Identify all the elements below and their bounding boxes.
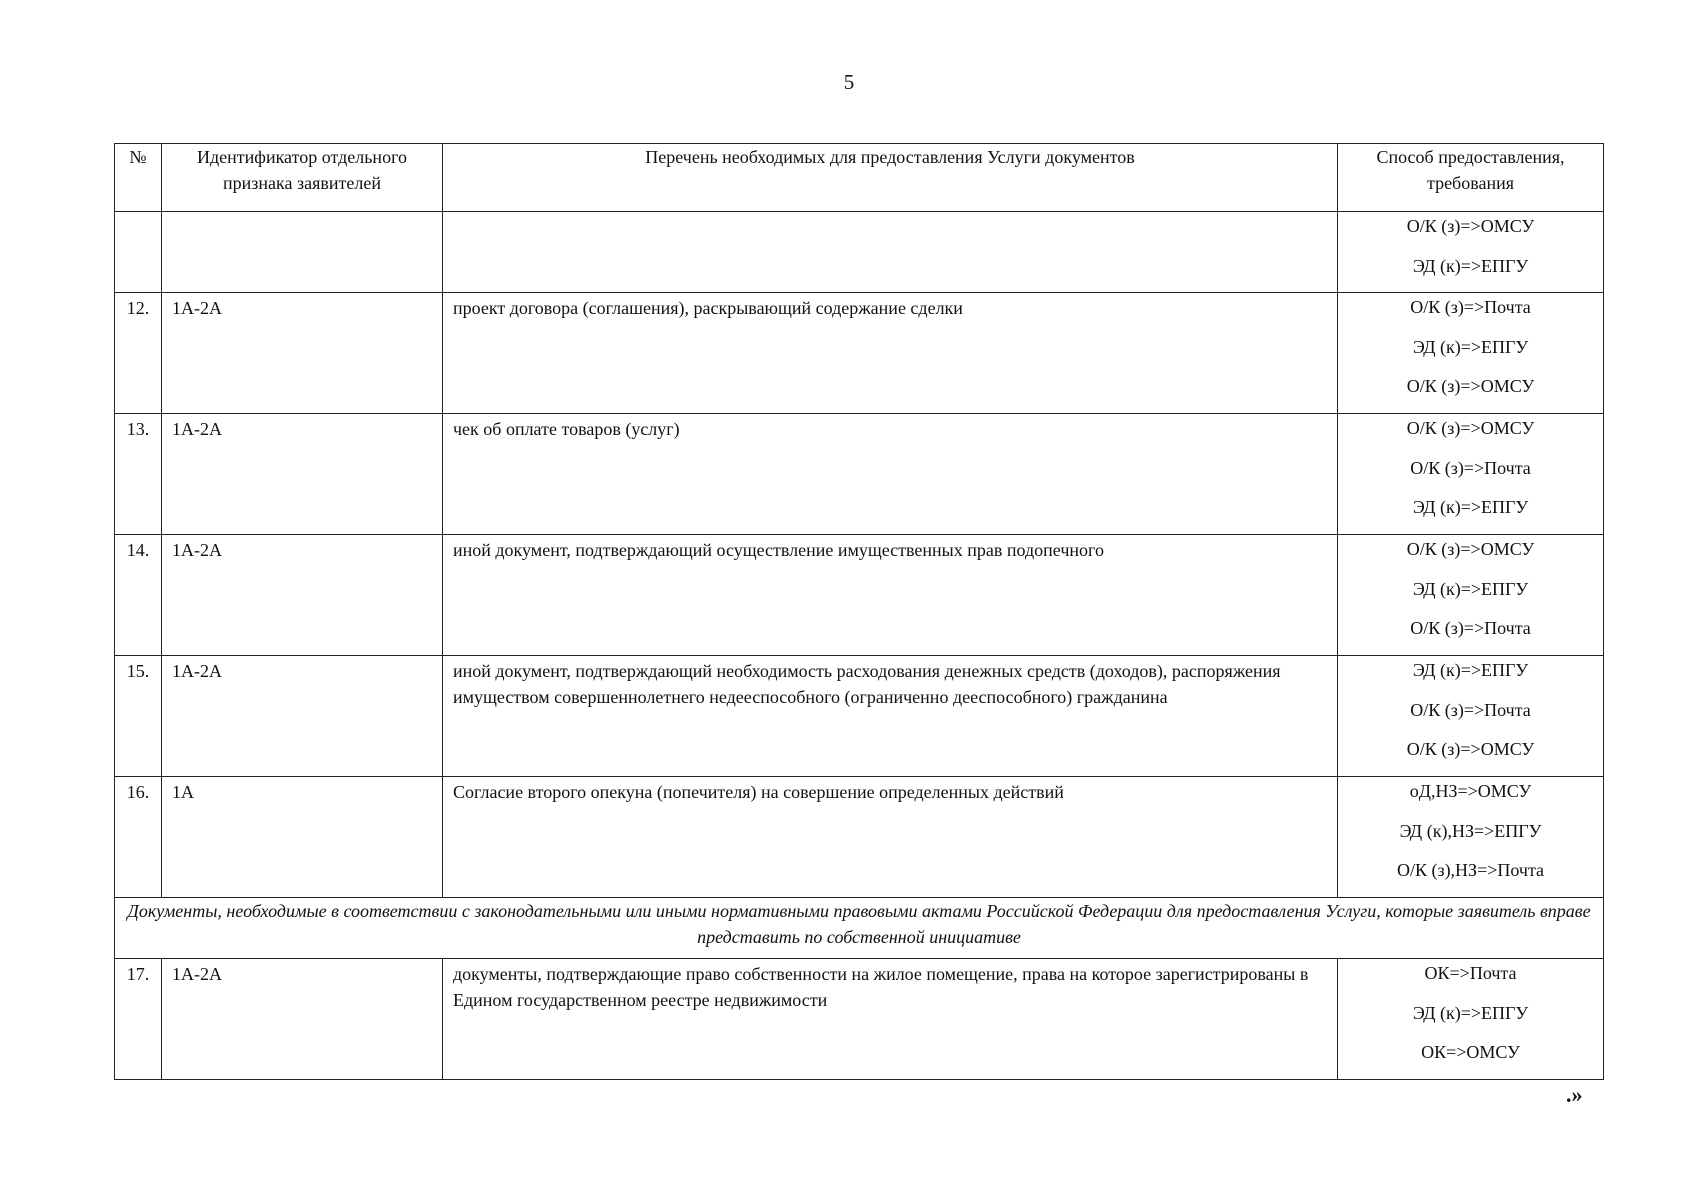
cell-identifier: 1А-2А (162, 293, 443, 414)
closing-quote-mark: .» (1566, 1082, 1583, 1107)
method-line: ЭД (к)=>ЕПГУ (1412, 1002, 1529, 1023)
section-heading: Документы, необходимые в соответствии с законодательными или иными нормативными правовыми актами Российской Федерации для предоставления Услуги, которые заявитель вправе представить по собственной инициативе (115, 898, 1604, 959)
cell-num: 15. (115, 656, 162, 777)
cell-document: проект договора (соглашения), раскрывающий содержание сделки (443, 293, 1338, 414)
cell-method (1338, 656, 1604, 777)
method-line: О/К (з)=>ОМСУ (1406, 418, 1535, 438)
cell-method (1338, 212, 1604, 293)
cell-identifier: 1А-2А (162, 414, 443, 535)
cell-method (1338, 535, 1604, 656)
method-line: ЭД (к)=>ЕПГУ (1412, 578, 1529, 599)
table-row (115, 777, 1604, 898)
cell-num: 13. (115, 414, 162, 535)
cell-document: Согласие второго опекуна (попечителя) на совершение определенных действий (443, 777, 1338, 898)
method-line: О/К (з),НЗ=>Почта (1396, 860, 1545, 881)
cell-method (1338, 293, 1604, 414)
header-method: Способ предоставления, требования (1338, 144, 1604, 212)
method-line: О/К (з)=>Почта (1410, 699, 1531, 720)
table-row (115, 535, 1604, 656)
cell-identifier: 1А-2А (162, 656, 443, 777)
method-line: О/К (з)=>Почта (1410, 297, 1531, 317)
method-line: ОК=>ОМСУ (1421, 1042, 1520, 1063)
cell-identifier: 1А-2А (162, 959, 443, 1080)
cell-identifier: 1А-2А (162, 535, 443, 656)
cell-document: документы, подтверждающие право собственности на жилое помещение, права на которое зарегистрированы в Едином государственном реестре недвижимости (443, 959, 1338, 1080)
section-heading-row (115, 898, 1604, 959)
method-line: О/К (з)=>ОМСУ (1406, 376, 1535, 397)
cell-document: иной документ, подтверждающий необходимость расходования денежных средств (доходов), распоряжения имуществом совершеннолетнего недееспособного (ограниченно дееспособного) гражданина (443, 656, 1338, 777)
cell-num: 12. (115, 293, 162, 414)
cell-method (1338, 414, 1604, 535)
cell-identifier: 1А (162, 777, 443, 898)
cell-num: 14. (115, 535, 162, 656)
cell-method (1338, 777, 1604, 898)
page-number: 5 (843, 70, 855, 94)
method-line: ЭД (к),НЗ=>ЕПГУ (1399, 820, 1542, 841)
table-row (115, 293, 1604, 414)
cell-method (1338, 959, 1604, 1080)
table-row (115, 959, 1604, 1080)
cell-identifier (162, 212, 443, 293)
method-line: О/К (з)=>ОМСУ (1406, 216, 1535, 236)
method-line: О/К (з)=>ОМСУ (1406, 739, 1535, 760)
documents-table (114, 143, 1604, 1080)
header-identifier: Идентификатор отдельного признака заявителей (162, 144, 443, 212)
table-header-row (115, 144, 1604, 212)
method-line: ЭД (к)=>ЕПГУ (1412, 660, 1529, 680)
method-line: О/К (з)=>ОМСУ (1406, 539, 1535, 559)
method-line: ЭД (к)=>ЕПГУ (1412, 336, 1529, 357)
table-row (115, 656, 1604, 777)
cell-document: чек об оплате товаров (услуг) (443, 414, 1338, 535)
method-line: ЭД (к)=>ЕПГУ (1412, 497, 1529, 518)
table-row-continuation (115, 212, 1604, 293)
cell-num: 17. (115, 959, 162, 1080)
method-line: О/К (з)=>Почта (1410, 457, 1531, 478)
method-line: ОК=>Почта (1424, 963, 1517, 983)
method-line: оД,НЗ=>ОМСУ (1409, 781, 1532, 801)
method-line: О/К (з)=>Почта (1410, 618, 1531, 639)
cell-num: 16. (115, 777, 162, 898)
header-documents: Перечень необходимых для предоставления Услуги документов (443, 144, 1338, 212)
method-line: ЭД (к)=>ЕПГУ (1412, 255, 1529, 276)
cell-document: иной документ, подтверждающий осуществление имущественных прав подопечного (443, 535, 1338, 656)
cell-num (115, 212, 162, 293)
table-row (115, 414, 1604, 535)
cell-document (443, 212, 1338, 293)
header-num: № (115, 144, 162, 212)
